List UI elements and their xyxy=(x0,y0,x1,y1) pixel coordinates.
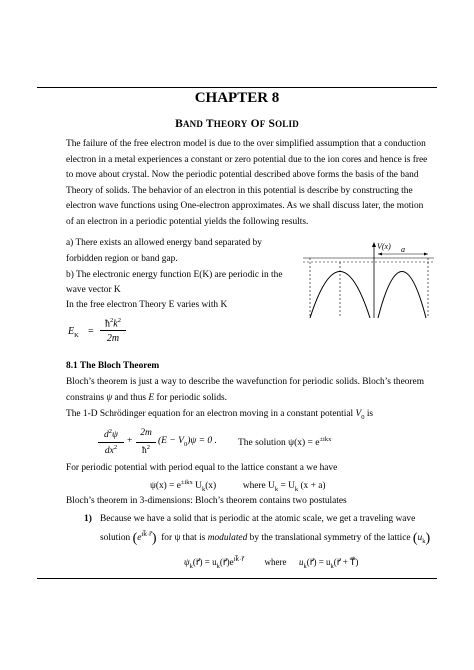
intro-line: Theory of solids. The behavior of an electron in this potential is describe by constructing the xyxy=(66,185,413,196)
bloch-final-equation: $\psi_k(r⃗)$ = $u_k(r⃗)e^{ik⃗\cdot r⃗}$ where $u_k(r⃗)$ = $u_k(r⃗$ + T⃗) xyxy=(184,556,359,570)
potential-arch-right xyxy=(378,272,426,319)
intro-line: of an electron in a periodic potential yields the following results. xyxy=(66,216,309,227)
bottom-rule xyxy=(37,578,437,579)
postulate-line2: solution $(e^{ik⃗\cdot r⃗})$ for ψ that is modulated by the translational symmetry of the lattice $(u_k)$ xyxy=(100,531,431,547)
intro-line: to move about crystal. Now the periodic potential described above forms the basis of the band xyxy=(66,170,419,181)
a-arrow-right xyxy=(424,253,428,256)
bloch-intro-line1: Bloch’s theorem is just a way to describe the wavefunction for periodic solids. Bloch’s theorem xyxy=(66,377,424,387)
free-electron-line: In the free electron Theory E varies with K xyxy=(66,300,228,310)
chapter-title: BAND THEORY OF SOLID xyxy=(175,118,299,130)
periodic-potential-figure xyxy=(300,240,440,320)
intro-line: electron wave functions using One-electron approximates. As we shall discuss later, the motion xyxy=(66,201,424,212)
chapter-heading: CHAPTER 8 xyxy=(194,90,280,106)
intro-line: The failure of the free electron model is due to the over simplified assumption that a conduction xyxy=(66,139,426,149)
section-heading: 8.1 The Bloch Theorem xyxy=(66,361,160,371)
periodic-equation: $\psi(x) = e^{\pm ikx}$ $U_k(x)$ where $U_k = U_k$ (x + a) xyxy=(150,479,326,493)
intro-paragraph xyxy=(66,137,438,231)
intro-line: electron in a metal experiences a constant or zero potential due to the ion cores and hence is free xyxy=(66,154,428,165)
point-b-line2: wave vector K xyxy=(66,285,121,295)
v-axis-arrowhead xyxy=(372,242,376,247)
periodic-potential-line: For periodic potential with period equal to the lattice constant a we have xyxy=(66,463,338,473)
schrodinger-intro-line: The 1-D Schrödinger equation for an electron moving in a constant potential $V_0$ is xyxy=(66,409,374,421)
point-a-line1: a) There exists an allowed energy band separated by xyxy=(66,238,262,248)
postulate-line1: Because we have a solid that is periodic at the atomic scale, we get a traveling wave xyxy=(100,514,416,524)
a-label: a xyxy=(401,245,405,254)
bloch-intro-line2: constrains ψ and thus E for periodic solids. xyxy=(66,393,228,403)
bloch-3d-line: Bloch’s theorem in 3-dimensions: Bloch’s theorem contains two postulates xyxy=(66,496,347,506)
vx-label: V(x) xyxy=(377,242,391,251)
postulate-number: 1) xyxy=(84,514,92,524)
point-b-line1: b) The electronic energy function E(K) are periodic in the xyxy=(66,270,283,280)
schrodinger-equation: $d^2\psi$ $dx^2$ + 2m $ħ^2$ $(E - V_0)\psi = 0$ . The solution $\psi(x) = e^{\pm ikx}$ xyxy=(98,428,398,460)
point-a-line2: forbidden region or band gap. xyxy=(66,254,178,264)
top-rule xyxy=(37,87,437,88)
a-arrow-left xyxy=(378,253,382,256)
